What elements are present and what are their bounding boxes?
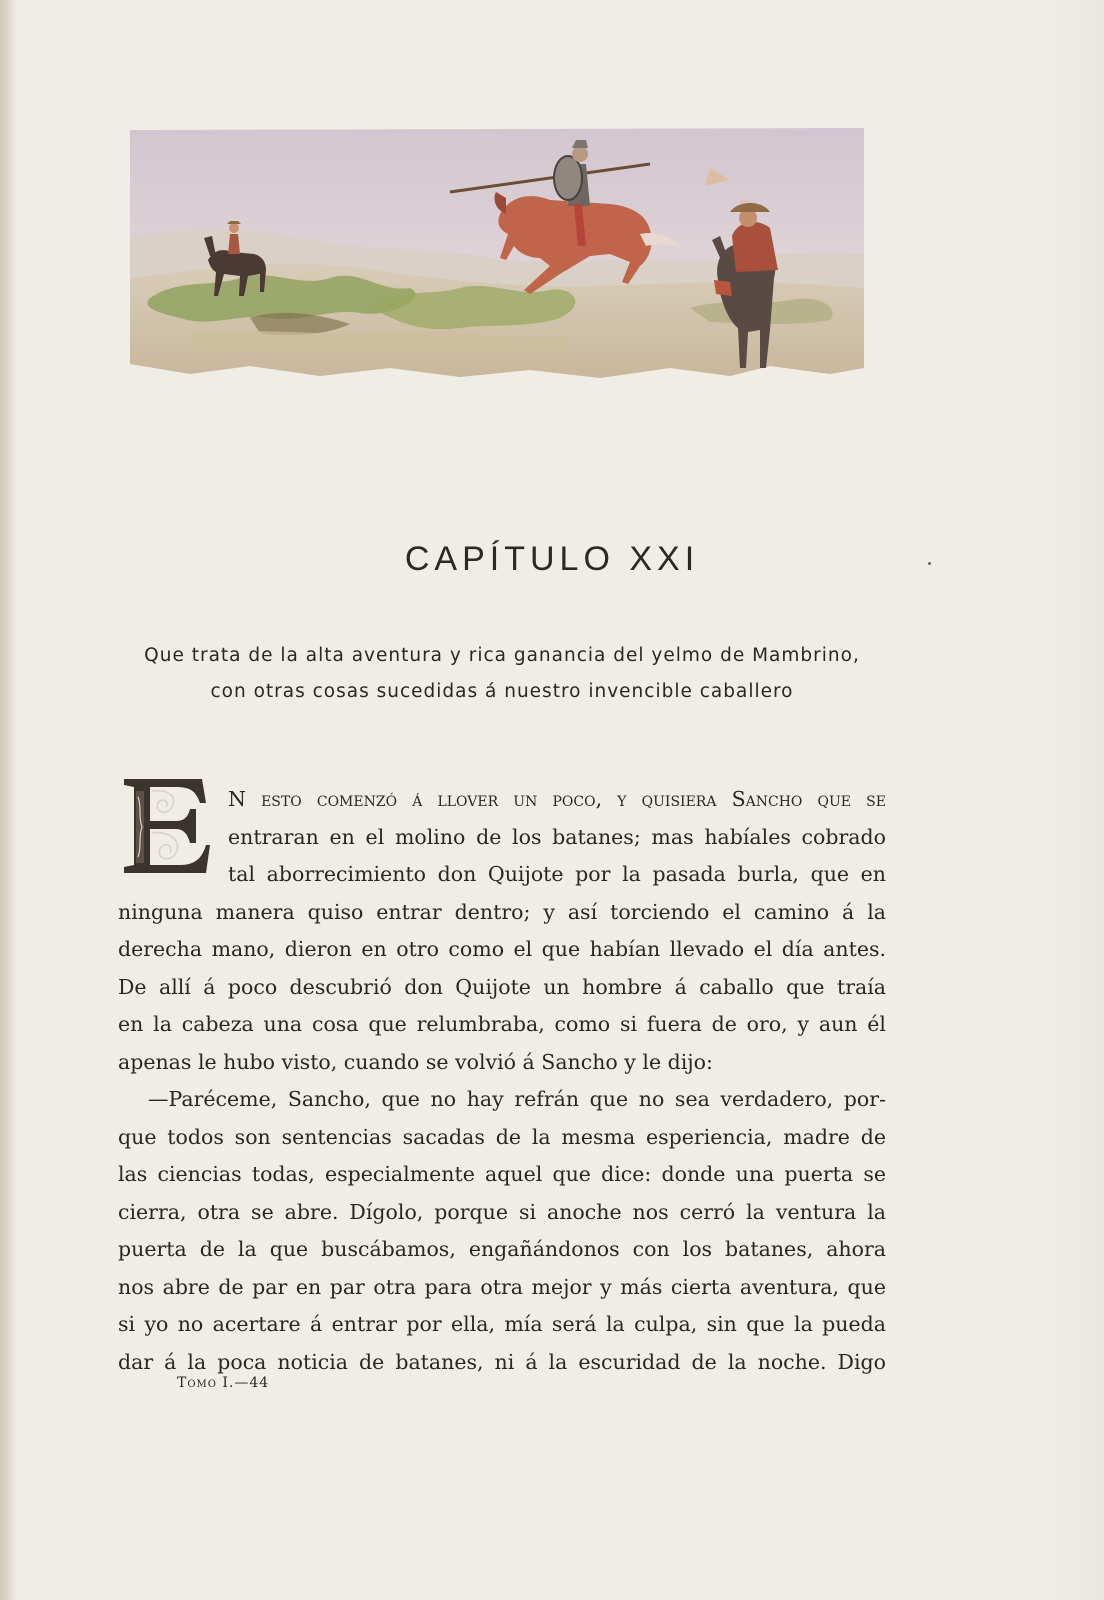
body-line xyxy=(228,781,886,819)
body-line: De allí á poco descubrió don Quijote un hombre á caballo que traía xyxy=(118,974,886,999)
body-line: cierra, otra se abre. Dígolo, porque si anoche nos cerró la ventura la xyxy=(118,1199,886,1224)
body-line-text: N esto comenzó á llover un poco, y quisiera Sancho que se xyxy=(228,787,886,811)
subtitle-line: Que trata de la alta aventura y rica ganancia del yelmo de Mambrino, xyxy=(144,645,860,666)
body-line: apenas le hubo visto, cuando se volvió á Sancho y le dijo: xyxy=(118,1049,713,1074)
body-line: nos abre de par en par otra para otra mejor y más cierta aventura, que xyxy=(118,1274,886,1299)
chapter-header-illustration xyxy=(130,128,864,380)
body-line: dar á la poca noticia de batanes, ni á la escuridad de la noche. Digo xyxy=(118,1349,886,1374)
body-line: entraran en el molino de los batanes; mas habíales cobrado xyxy=(228,824,886,849)
body-line: en la cabeza una cosa que relumbraba, como si fuera de oro, y aun él xyxy=(118,1012,886,1036)
body-line: ninguna manera quiso entrar dentro; y así torciendo el camino á la xyxy=(118,899,886,924)
body-line: puerta de la que buscábamos, engañándonos con los batanes, ahora xyxy=(118,1237,886,1261)
binding-shadow xyxy=(0,0,14,1600)
body-line: tal aborrecimiento don Quijote por la pasada burla, que en xyxy=(228,862,886,886)
chapter-body xyxy=(118,781,886,1381)
body-line: derecha mano, dieron en otro como el que habían llevado el día antes. xyxy=(118,937,886,961)
paper-speck xyxy=(928,562,931,565)
body-line: que todos son sentencias sacadas de la mesma esperiencia, madre de xyxy=(118,1124,886,1149)
chapter-title: CAPÍTULO XXI xyxy=(404,540,700,578)
chapter-subtitle xyxy=(118,638,886,710)
body-line: las ciencias todas, especialmente aquel que dice: donde una puerta se xyxy=(118,1162,886,1186)
subtitle-line: con otras cosas sucedidas á nuestro invencible caballero xyxy=(210,681,794,702)
body-line: si yo no acertare á entrar por ella, mía será la culpa, sin que la pueda xyxy=(118,1312,886,1336)
body-line: —Paréceme, Sancho, que no hay refrán que no sea verdadero, por- xyxy=(148,1087,886,1111)
page-footer-signature: Tomo I.—44 xyxy=(177,1375,270,1391)
